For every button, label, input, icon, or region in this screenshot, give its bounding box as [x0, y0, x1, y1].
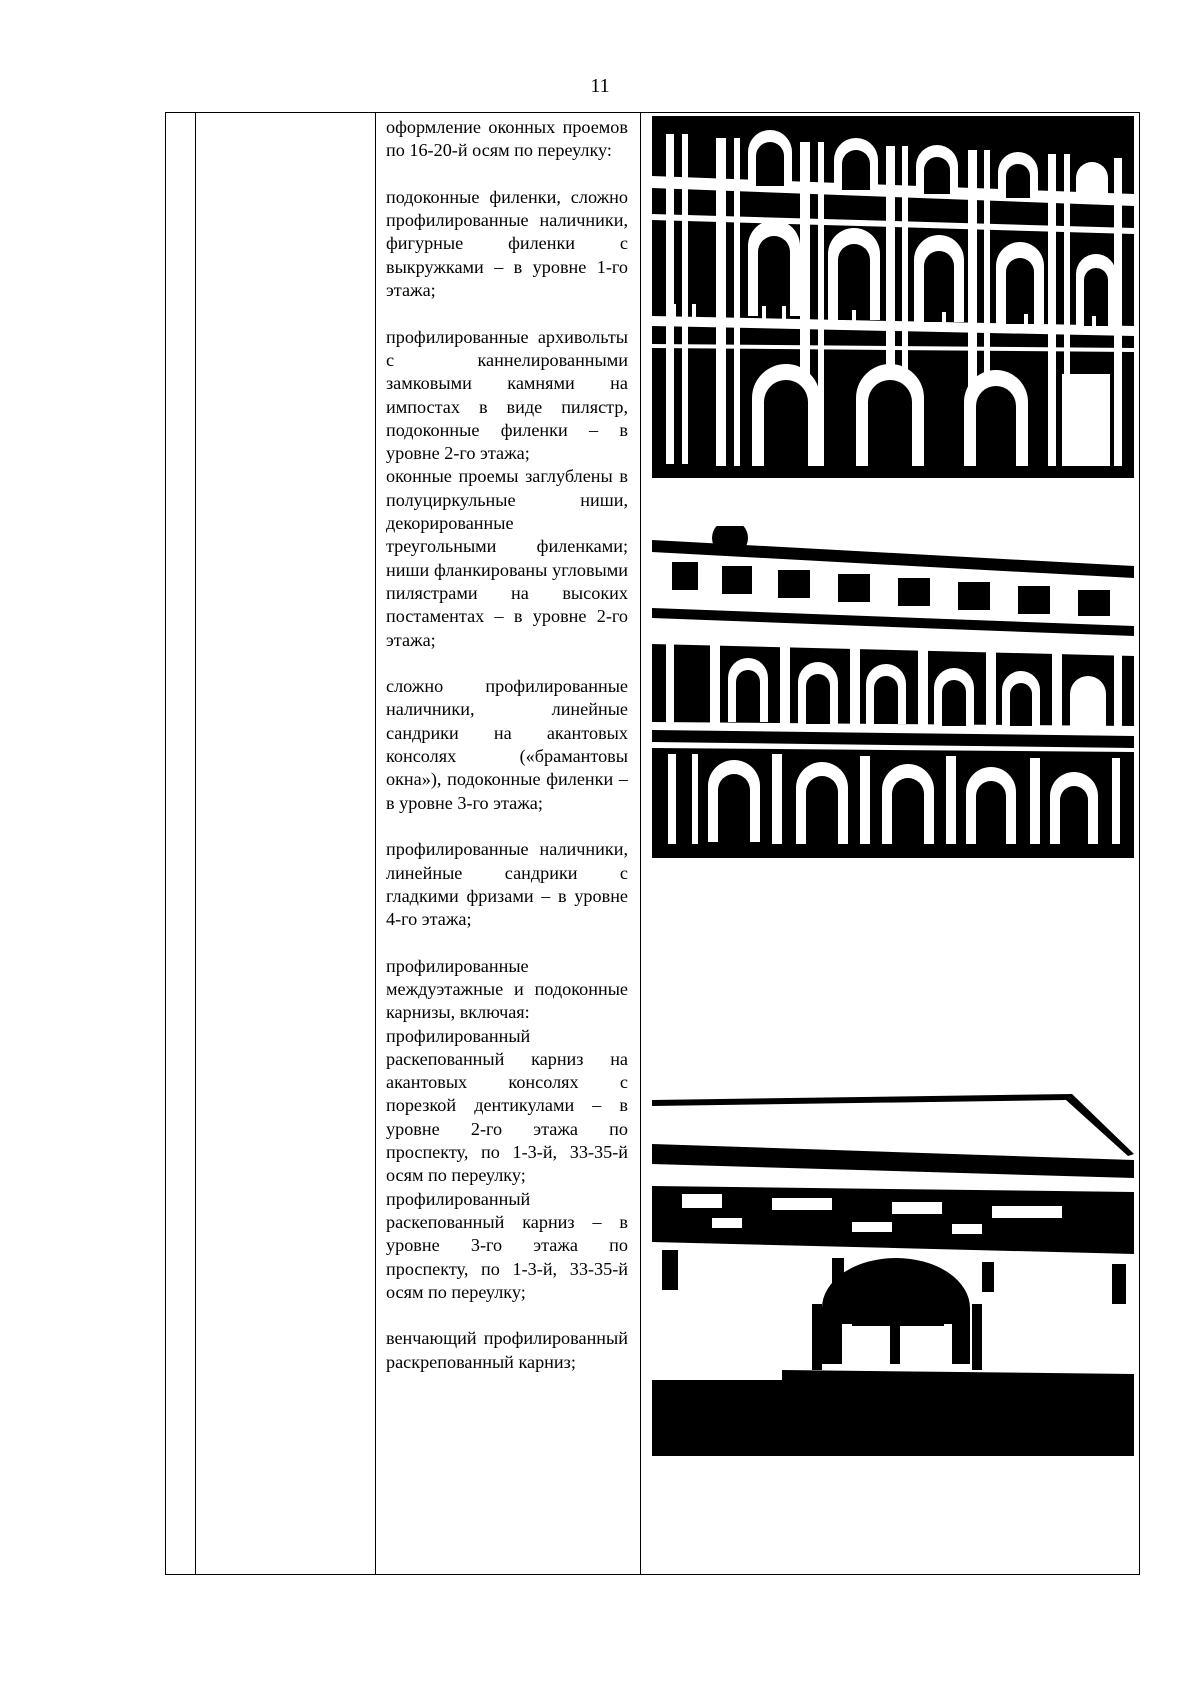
description-paragraph: профилированные междуэтажные и подоконные карнизы, включая: [386, 955, 628, 1023]
table-column-divider [640, 113, 641, 1574]
cornice-photo-closeup [652, 1094, 1134, 1456]
description-paragraph: профилированные архивольты с каннелированными замковыми камнями на импостах в виде пилястр, подоконные филенки – в уровне 2-го этажа; [386, 326, 628, 464]
description-paragraph: профилированный раскепованный карниз – в уровне 3-го этажа по проспекту, по 1-3-й, 33-35-й осям по переулку; [386, 1188, 628, 1302]
description-cell [386, 116, 628, 1374]
table-column-divider [375, 113, 376, 1574]
description-paragraph: подоконные филенки, сложно профилированные наличники, фигурные филенки с выкружками – в уровне 1-го этажа; [386, 186, 628, 301]
description-paragraph: сложно профилированные наличники, линейные сандрики на акантовых консолях («брамантовы окна»), подоконные филенки – в уровне 3-го этажа; [386, 676, 628, 813]
facade-photo-perspective [652, 526, 1134, 858]
page-number: 11 [590, 75, 610, 97]
description-paragraph: профилированный раскепованный карниз на акантовых консолях с порезкой дентикулами – в уровне 2-го этажа по проспекту, по 1-3-й, 33-35-й осям по переулку; [386, 1025, 628, 1186]
description-paragraph: профилированные наличники, линейные сандрики с гладкими фризами – в уровне 4-го этажа; [386, 839, 628, 930]
description-paragraph: оформление оконных проемов по 16-20-й осям по переулку: [386, 117, 628, 161]
facade-photo-arched-windows [652, 116, 1134, 478]
description-paragraph: оконные проемы заглублены в полуциркульные ниши, декорированные треугольными филенками; ниши фланкированы угловыми пилястрами на высоких постаментах – в уровне 2-го этажа; [386, 466, 628, 650]
description-paragraph: венчающий профилированный раскрепованный карниз; [386, 1328, 628, 1372]
table-column-divider [195, 113, 196, 1574]
